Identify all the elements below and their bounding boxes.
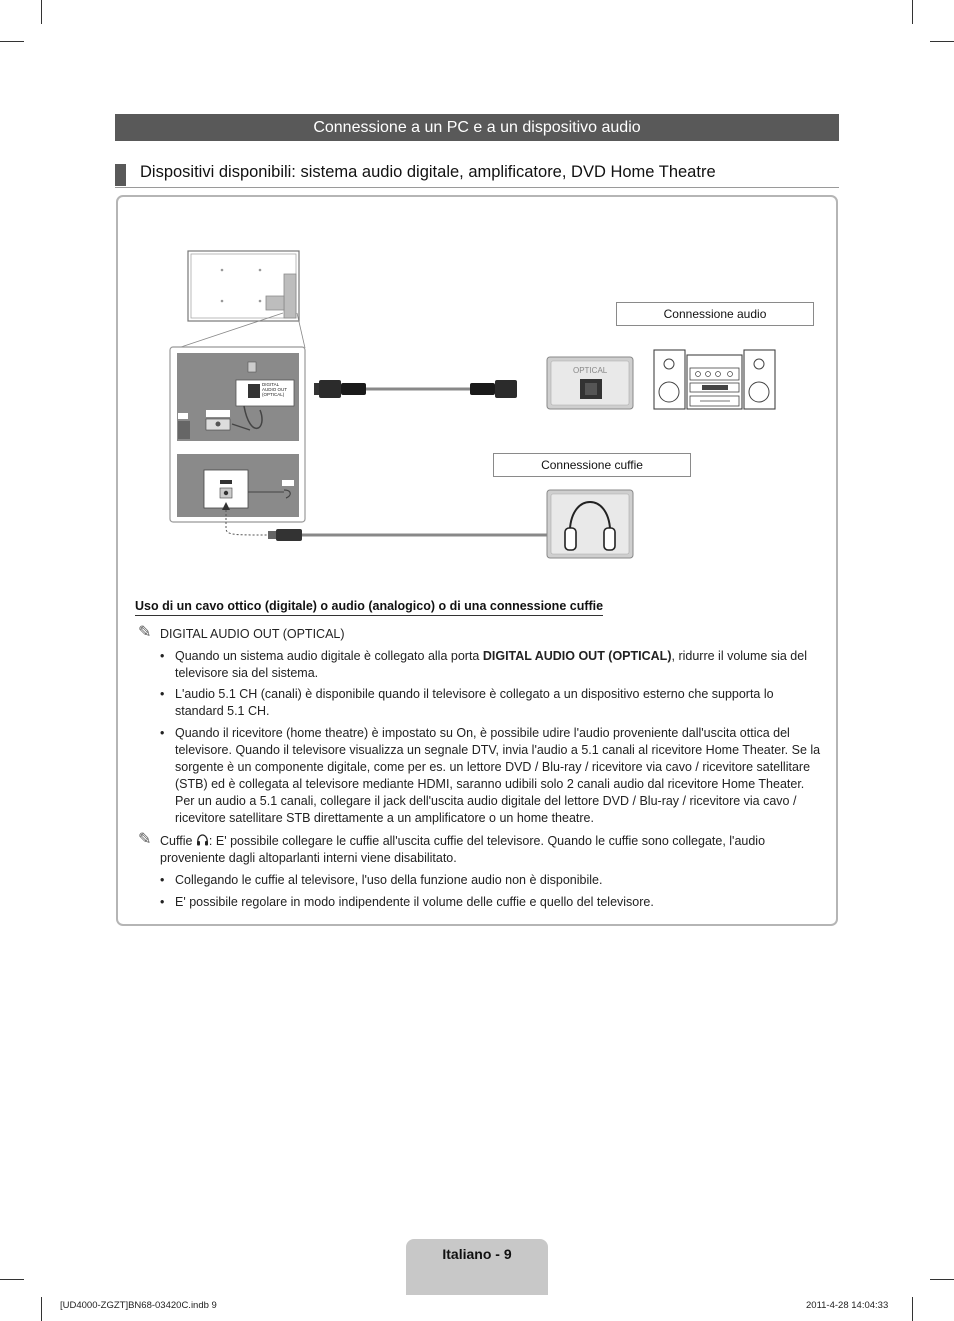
headphones-icon: [196, 834, 209, 846]
optical-port-label: OPTICAL: [573, 366, 608, 375]
bullet-icon: •: [160, 726, 165, 740]
list-item-text-bold: DIGITAL AUDIO OUT (OPTICAL): [482, 649, 672, 663]
bullet-icon: •: [160, 649, 165, 663]
section-header: Connessione a un PC e a un dispositivo audio: [115, 114, 839, 141]
tv-port-label-3: (OPTICAL): [262, 392, 285, 397]
list-item-text-post: , ridurre il volume sia del televisore sia del sistema.: [175, 649, 807, 680]
note-digital-audio: [138, 626, 818, 643]
section-title: Uso di un cavo ottico (digitale) o audio (analogico) o di una connessione cuffie: [135, 599, 603, 616]
note-headphones: [138, 833, 818, 867]
subheading-text: Dispositivi disponibili: sistema audio digitale, amplificatore, DVD Home Theatre: [140, 163, 716, 181]
note-digital-audio-title: DIGITAL AUDIO OUT (OPTICAL): [160, 627, 345, 641]
list-item-text: E' possibile regolare in modo indipendente il volume delle cuffie e quello del televisore.: [175, 895, 654, 909]
page-number-tab: Italiano - 9: [406, 1239, 548, 1295]
crop-mark: [0, 1279, 24, 1280]
crop-mark: [930, 1279, 954, 1280]
tv-port-panel: [170, 347, 305, 522]
headphone-connection-label: Connessione cuffie: [493, 453, 691, 477]
imprint-file: [UD4000-ZGZT]BN68-03420C.indb 9: [60, 1300, 217, 1311]
bullet-icon: •: [160, 895, 165, 909]
tv-port-label-2: AUDIO OUT: [262, 387, 288, 392]
home-theatre-system: [654, 350, 775, 409]
note-headphones-text: [160, 833, 818, 867]
list-item: [160, 686, 825, 720]
list-item-text: [175, 648, 825, 682]
crop-mark: [912, 1297, 913, 1321]
list-item-text: Collegando le cuffie al televisore, l'uso della funzione audio non è disponibile.: [175, 873, 603, 887]
tv-port-label-1: DIGITAL: [262, 382, 280, 387]
pencil-icon: ✎: [138, 831, 152, 848]
audio-connection-label: Connessione audio: [616, 302, 814, 326]
crop-mark: [41, 1297, 42, 1321]
optical-cable: [314, 380, 517, 398]
list-item: [160, 894, 825, 911]
list-item: [160, 872, 825, 889]
note-headphones-body: : E' possibile collegare le cuffie all'uscita cuffie del televisore. Quando le cuffie sono collegate, l'audio proveniente dagli altoparlanti interni viene disabilitato.: [160, 834, 766, 865]
headphones-device: [547, 490, 633, 558]
note-headphones-title: Cuffie: [160, 834, 193, 848]
list-item: [160, 648, 825, 682]
tv-back-outline: [178, 251, 305, 348]
imprint-date: 2011-4-28 14:04:33: [806, 1300, 889, 1311]
bullet-icon: •: [160, 687, 165, 701]
list-item-text: L'audio 5.1 CH (canali) è disponibile quando il televisore è collegato a un dispositivo esterno che supporta lo standard 5.1 CH.: [175, 687, 774, 718]
list-item: [160, 725, 825, 827]
list-item-text: Quando il ricevitore (home theatre) è impostato su On, è possibile udire l'audio proveniente dall'uscita ottica del televisore. Quando il televisore visualizza un segnale DTV, invia l'audio a 5.1 canali al ricevitore Home Theater. Se la sorgente è un componente digitale, come per es. un lettore DVD / Blu-ray / ricevitore via cavo / ricevitore satellitare (STB) ed è collegata al televisore mediante HDMI, saranno udibili solo 2 canali audio dal ricevitore Home Theater. Per un audio a 5.1 canali, collegare il jack dell'uscita audio digitale del lettore DVD / Blu-ray / ricevitore via cavo / ricevitore satellitare STB direttamente a un amplificatore o un home theatre.: [175, 726, 821, 825]
pencil-icon: ✎: [138, 624, 152, 641]
bullet-icon: •: [160, 873, 165, 887]
optical-device-port: [547, 357, 633, 409]
connection-diagram: [0, 0, 954, 600]
list-item-text-pre: Quando un sistema audio digitale è collegato alla porta: [175, 649, 483, 663]
